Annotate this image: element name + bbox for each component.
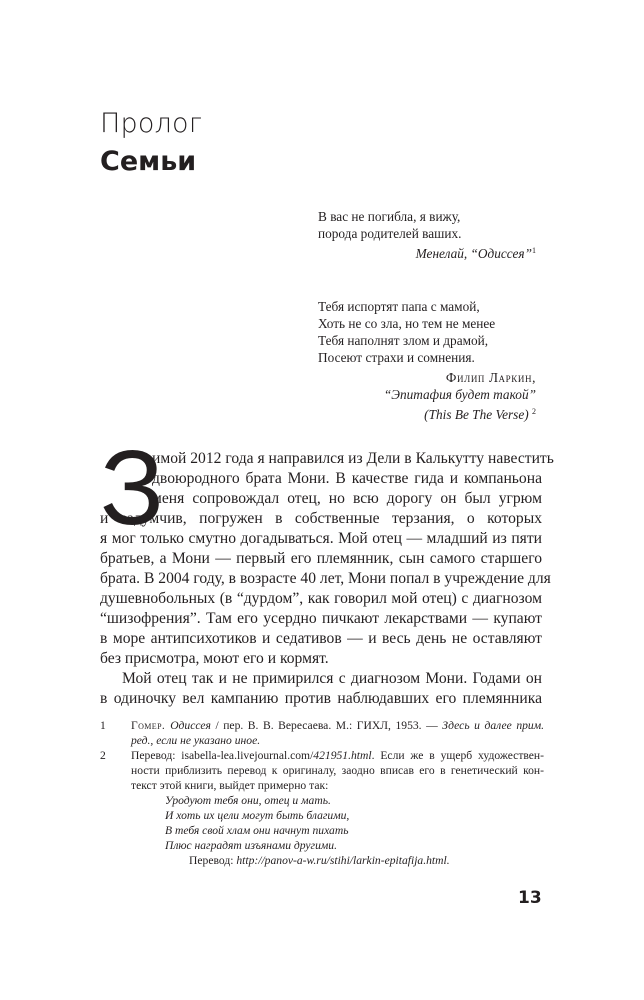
footnote-line: ности приблизить перевод к оригиналу, заодно вписав его в генетический кон- — [131, 764, 544, 777]
body-line: двоюродного брата Мони. В качестве гида и компаньона — [152, 470, 542, 487]
epigraph-line: Тебя испортят папа с мамой, — [318, 299, 480, 314]
epigraph-work-en: (This Be The Verse) $^2$ — [424, 407, 536, 422]
source-link: http://panov-a-w.ru/stihi/larkin-epitafija.html. — [236, 854, 450, 867]
poem-line: В тебя свой хлам они начнут пихать — [165, 824, 349, 837]
footnotes — [100, 718, 544, 868]
poem-line: Уродуют тебя они, отец и мать. — [165, 794, 331, 807]
body-line: Мой отец так и не примирился с диагнозом Мони. Годами он — [122, 670, 542, 687]
body-line: и задумчив, погружен в собственные терзания, о которых — [100, 510, 542, 527]
poem-line: Плюс наградят изъянами другими. — [165, 839, 337, 852]
body-line: “шизофрения”. Там его усердно пичкают лекарствами — купают — [100, 610, 542, 627]
footnote-number: 2 — [100, 749, 106, 762]
epigraph-line: В вас не погибла, я вижу, — [318, 209, 461, 224]
epigraph-work-ru: “Эпитафия будет такой” — [383, 387, 536, 402]
epigraph-line: Посеют страхи и сомнения. — [318, 350, 475, 365]
epigraph-odyssey — [318, 208, 536, 262]
footnote-poem — [131, 793, 544, 853]
body-line: душевнобольных (в “дурдом”, как говорил мой отец) с диагнозом — [100, 590, 542, 607]
footnote-ref: 1 — [532, 246, 536, 255]
page-number: 13 — [518, 888, 542, 908]
body-line: в море антипсихотиков и седативов — и весь день не оставляют — [100, 630, 542, 647]
footnote-line: ред., если не указано иное. — [131, 734, 261, 747]
chapter-kicker: Пролог — [100, 108, 203, 139]
footnote-number: 1 — [100, 719, 106, 732]
footnote-2 — [100, 748, 544, 868]
epigraph-larkin — [318, 298, 536, 423]
footnote-line: Перевод: isabella-lea.livejournal.com/421951.html. Если же в ущерб художествен- — [131, 749, 545, 762]
footnote-1 — [100, 718, 544, 748]
epigraph-attribution: Менелай, “Одиссея”$^1$ — [415, 246, 536, 261]
body-line: брата. В 2004 году, в возрасте 40 лет, Мони попал в учреждение для — [100, 570, 551, 587]
body-line: без присмотра, моют его и кормят. — [100, 650, 329, 667]
epigraph-line: Тебя наполнят злом и драмой, — [318, 333, 489, 348]
epigraph-author: Филип Ларкин, — [445, 370, 536, 385]
footnote-line: текст этой книги, выйдет примерно так: — [131, 779, 329, 792]
poem-source: Перевод: http://panov-a-w.ru/stihi/larkin-epitafija.html. — [189, 854, 450, 867]
body-line: я мог только смутно догадываться. Мой отец — младший из пяти — [100, 530, 542, 547]
footnote-line: Гомер. Одиссея / пер. В. В. Вересаева. М.: ГИХЛ, 1953. — Здесь и далее прим. — [131, 719, 545, 732]
body-line: меня сопровождал отец, но всю дорогу он был угрюм — [152, 490, 542, 507]
drop-cap: З — [100, 429, 165, 547]
body-line: братьев, а Мони — первый его племянник, сын самого старшего — [100, 550, 542, 567]
body-line: в одиночку вел кампанию против наблюдавших его племянника — [100, 690, 542, 707]
epigraph-line: порода родителей ваших. — [318, 226, 462, 241]
body-line: имой 2012 года я направился из Дели в Калькутту навестить — [152, 450, 554, 467]
chapter-title: Семьи — [100, 146, 197, 177]
body-text — [100, 429, 554, 709]
poem-line: И хоть их цели могут быть благими, — [165, 809, 350, 822]
footnote-ref: 2 — [532, 407, 536, 416]
epigraph-line: Хоть не со зла, но тем не менее — [318, 316, 496, 331]
